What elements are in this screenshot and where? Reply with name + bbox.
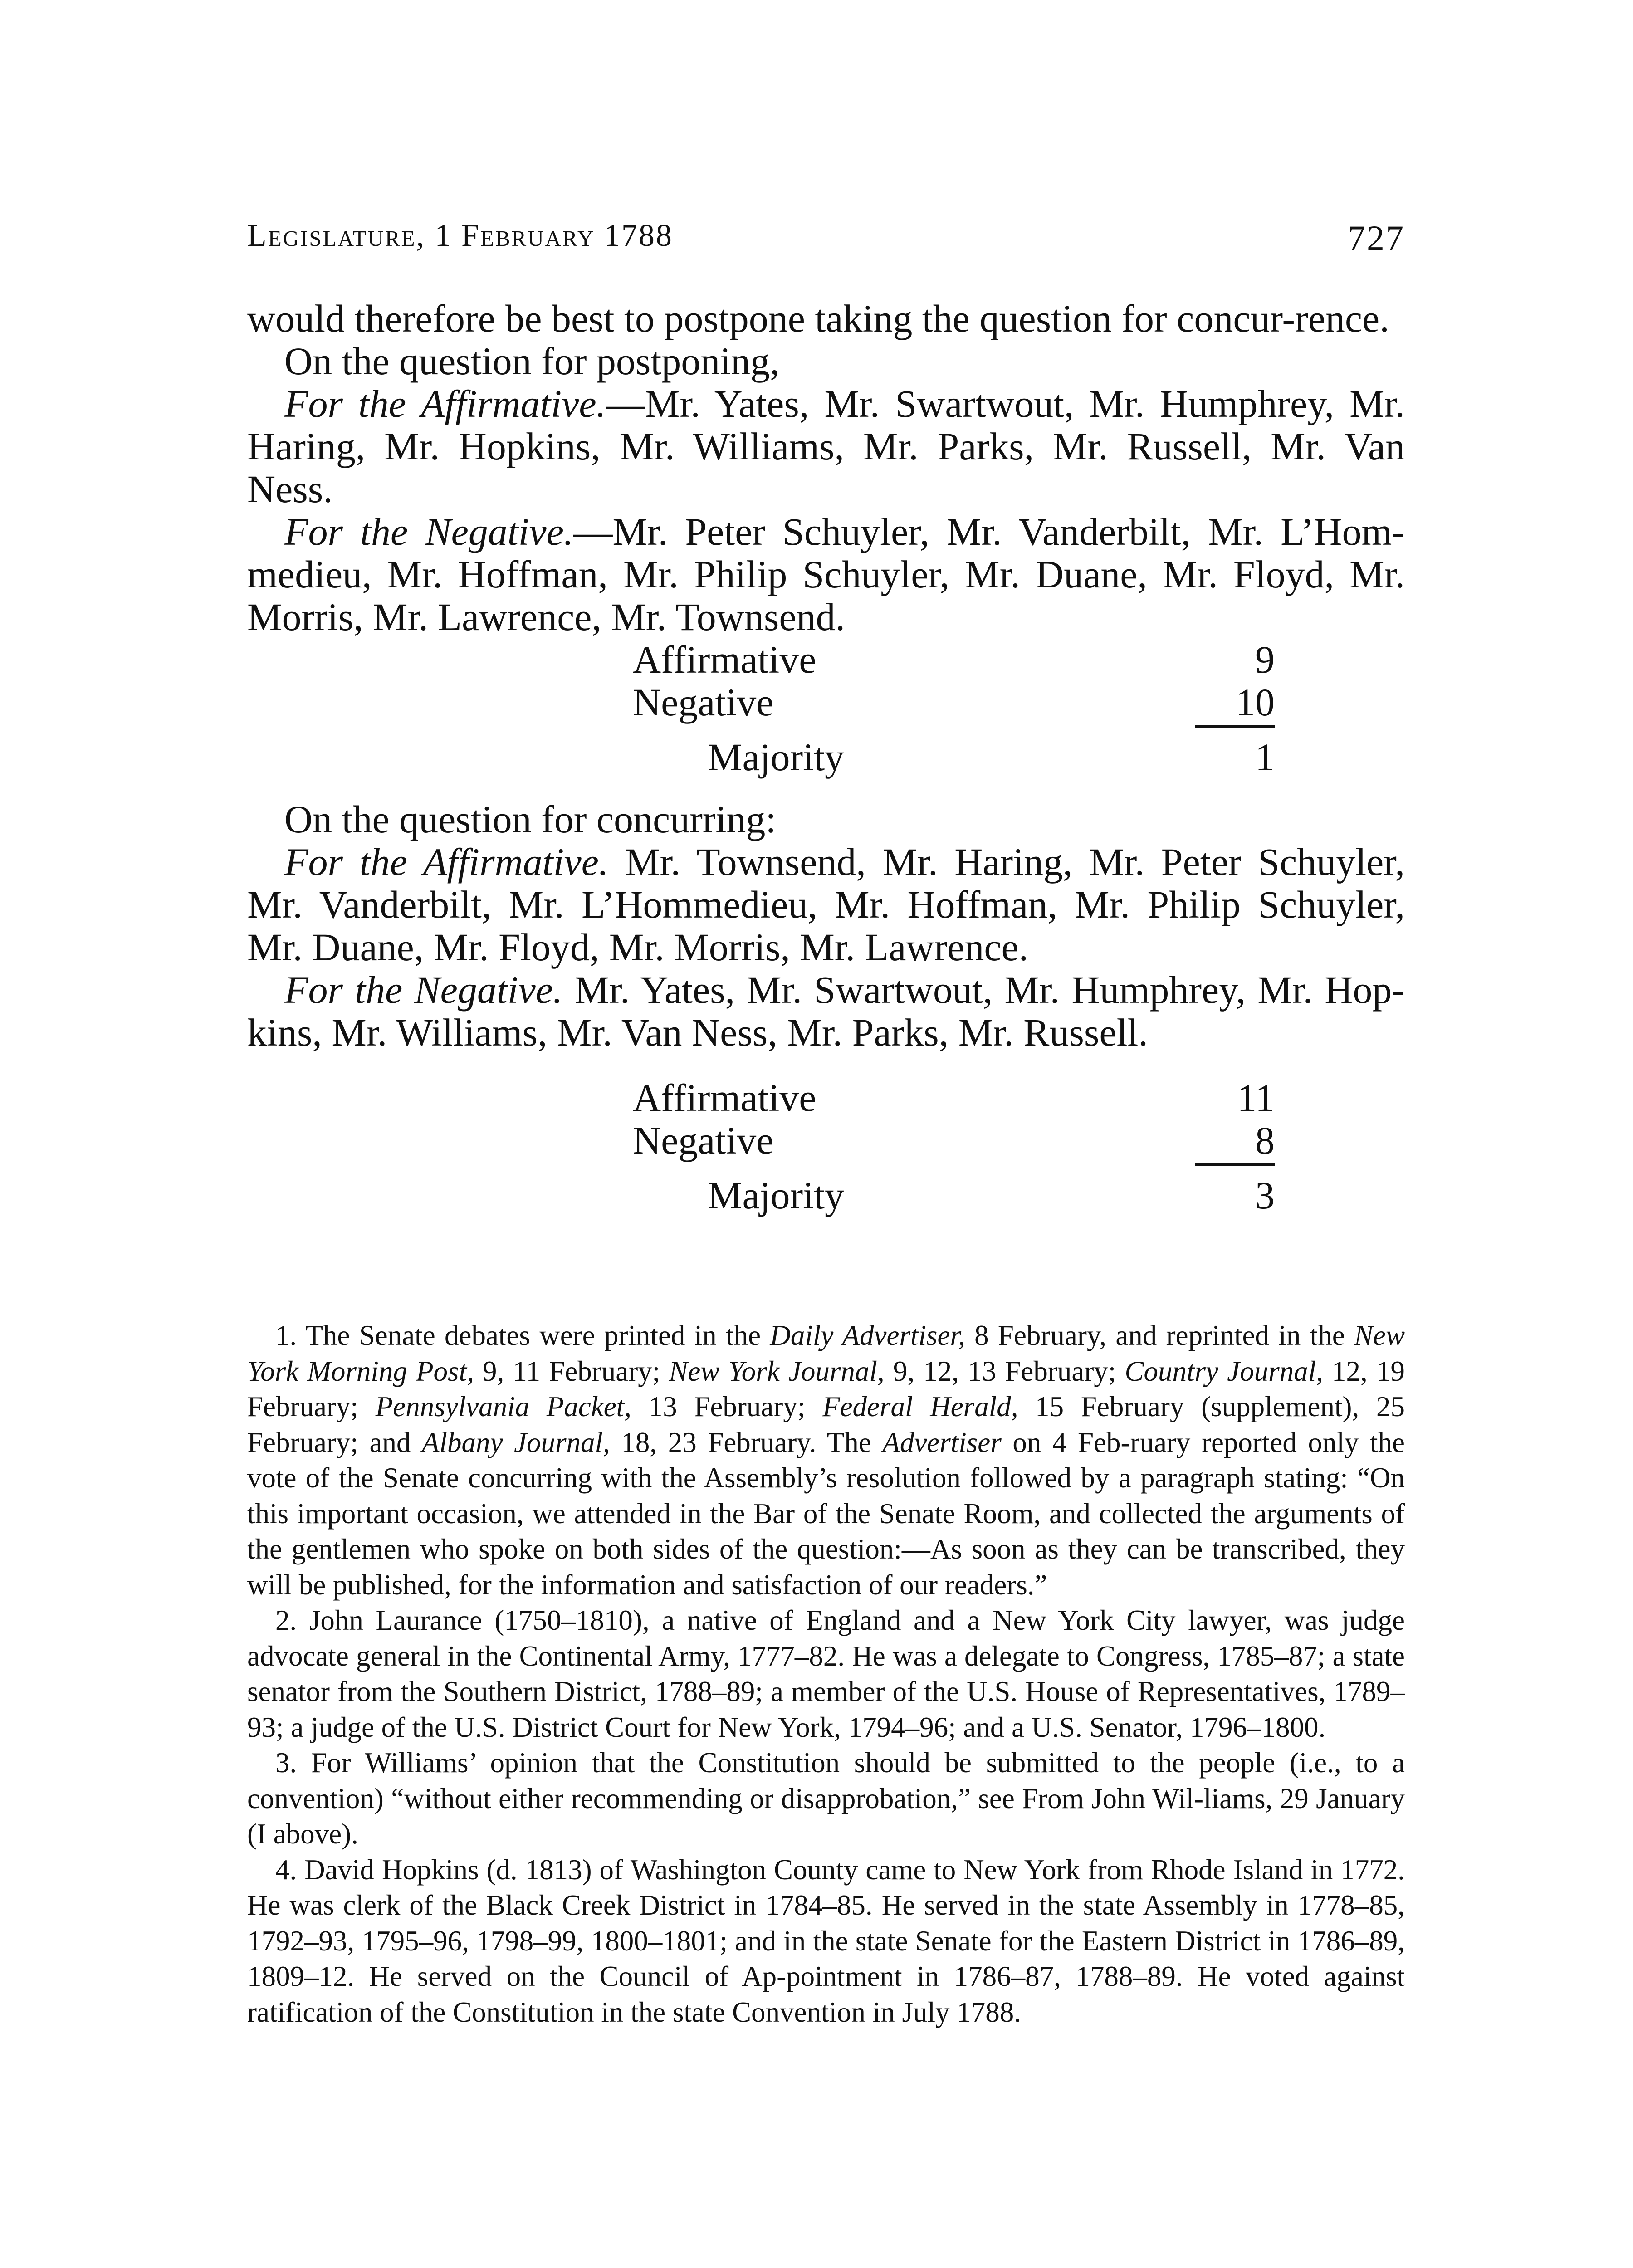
- vote-names: —Mr. Peter Schuyler, Mr. Vanderbilt, Mr. L’Hom-medieu, Mr. Hoffman, Mr. Philip Schuyler, Mr. Duane, Mr. Floyd, Mr. Morris, Mr. Lawrence, Mr. Townsend.: [247, 510, 1405, 639]
- footnote-text: 9, 11 February;: [474, 1355, 669, 1387]
- tally-value: 9: [1255, 638, 1275, 681]
- tally-label: Affirmative: [633, 638, 816, 681]
- publication-title: New York Journal,: [669, 1355, 885, 1387]
- footnote-2: 2. John Laurance (1750–1810), a native of England and a New York City lawyer, was judge advocate general in the Continental Army, 1777–82. He was a delegate to Congress, 1785–87; a state senator from the Southern District, 1788–89; a member of the U.S. House of Representatives, 1789–93; a judge of the U.S. District Court for New York, 1794–96; and a U.S. Senator, 1796–1800.: [247, 1604, 1405, 1743]
- tally-label: Affirmative: [633, 1076, 816, 1119]
- tally-value: 1: [1255, 735, 1275, 779]
- concur-affirmative-votes: [247, 841, 1405, 968]
- tally-value: 10: [1236, 680, 1275, 724]
- vote-label: For the Affirmative.: [284, 382, 606, 425]
- sum-rule: [1195, 725, 1275, 728]
- vote-label: For the Negative.: [284, 510, 574, 553]
- tally-value: 11: [1237, 1076, 1275, 1119]
- tally-row: [247, 638, 1405, 682]
- footnote-text: 1. The Senate debates were printed in the: [275, 1320, 770, 1351]
- tally-row: [247, 1076, 1405, 1120]
- postpone-question: On the question for postponing,: [284, 339, 780, 383]
- tally-row: [247, 736, 1405, 779]
- footnote-text: 18, 23 February. The: [610, 1426, 883, 1458]
- tally-value: 8: [1255, 1119, 1275, 1162]
- publication-title: Daily Advertiser,: [770, 1320, 965, 1351]
- footnote-4: 4. David Hopkins (d. 1813) of Washington County came to New York from Rhode Island in 1772. He was clerk of the Black Creek District in 1784–85. He served in the state Assembly in 1778–85, 1792–93, 1795–96, 1798–99, 1800–1801; and in the state Senate for the Eastern District in 1786–89, 1809–12. He served on the Council of Ap-pointment in 1786–87, 1788–89. He voted against ratification of the Constitution in the state Convention in July 1788.: [247, 1853, 1405, 2028]
- vote-names: Mr. Yates, Mr. Swartwout, Mr. Humphrey, Mr. Hop-kins, Mr. Williams, Mr. Van Ness, Mr. Parks, Mr. Russell.: [247, 968, 1405, 1054]
- sum-rule: [1195, 1163, 1275, 1166]
- postpone-negative-votes: [247, 510, 1405, 638]
- tally-label: Negative: [633, 680, 774, 724]
- tally-row: [247, 1119, 1405, 1163]
- footnotes: [247, 1318, 1405, 2030]
- page-number: 727: [1348, 218, 1405, 258]
- footnote-1: [247, 1318, 1405, 1603]
- publication-title: Federal Herald,: [822, 1391, 1018, 1422]
- footnote-3: 3. For Williams’ opinion that the Constitution should be submitted to the people (i.e., to a convention) “without either recommending or disapprobation,” see From John Wil-liams, 29 January (I above).: [247, 1747, 1405, 1850]
- footnote-text: 12, 19 February;: [247, 1355, 1405, 1422]
- vote-label: For the Negative.: [284, 968, 563, 1012]
- publication-title: Albany Journal,: [422, 1426, 610, 1458]
- concur-tally: [247, 1076, 1405, 1217]
- publication-title: Advertiser: [882, 1426, 1002, 1458]
- tally-row: [247, 681, 1405, 724]
- footnote-text: 8 February, and reprinted in the: [965, 1320, 1354, 1351]
- continuation-paragraph: would therefore be best to postpone taking the question for concur-rence.: [247, 297, 1389, 340]
- footnote-text: 9, 12, 13 February;: [884, 1355, 1125, 1387]
- footnote-text: 15 February (supplement), 25 February; and: [247, 1391, 1405, 1458]
- running-title: Legislature, 1 February 1788: [247, 218, 673, 253]
- tally-row: [247, 1174, 1405, 1217]
- postpone-affirmative-votes: [247, 382, 1405, 510]
- main-text: [247, 297, 1405, 1217]
- vote-names: Mr. Townsend, Mr. Haring, Mr. Peter Schuyler, Mr. Vanderbilt, Mr. L’Hommedieu, Mr. Hoffman, Mr. Philip Schuyler, Mr. Duane, Mr. Floyd, Mr. Morris, Mr. Lawrence.: [247, 840, 1405, 969]
- publication-title: Pennsylvania Packet,: [375, 1391, 631, 1422]
- footnote-text: 13 February;: [631, 1391, 823, 1422]
- tally-value: 3: [1255, 1173, 1275, 1217]
- vote-label: For the Affirmative.: [284, 840, 609, 884]
- tally-label: Negative: [633, 1119, 774, 1162]
- tally-label: Majority: [708, 735, 844, 779]
- vote-names: —Mr. Yates, Mr. Swartwout, Mr. Humphrey, Mr. Haring, Mr. Hopkins, Mr. Williams, Mr. Parks, Mr. Russell, Mr. Van Ness.: [247, 382, 1405, 511]
- tally-label: Majority: [708, 1173, 844, 1217]
- concur-question: On the question for concurring:: [284, 797, 777, 841]
- footnote-text: on 4 Feb-ruary reported only the vote of the Senate concurring with the Assembly’s resolution followed by a paragraph stating: “On this important occasion, we attended in the Bar of the Senate Room, and collected the arguments of the gentlemen who spoke on both sides of the question:—As soon as they can be transcribed, they will be published, for the information and satisfaction of our readers.”: [247, 1426, 1405, 1601]
- publication-title: Country Journal,: [1125, 1355, 1323, 1387]
- running-header: [247, 218, 1405, 268]
- postpone-tally: [247, 638, 1405, 779]
- publication-title: New York Morning Post,: [247, 1320, 1405, 1387]
- concur-negative-votes: [247, 968, 1405, 1054]
